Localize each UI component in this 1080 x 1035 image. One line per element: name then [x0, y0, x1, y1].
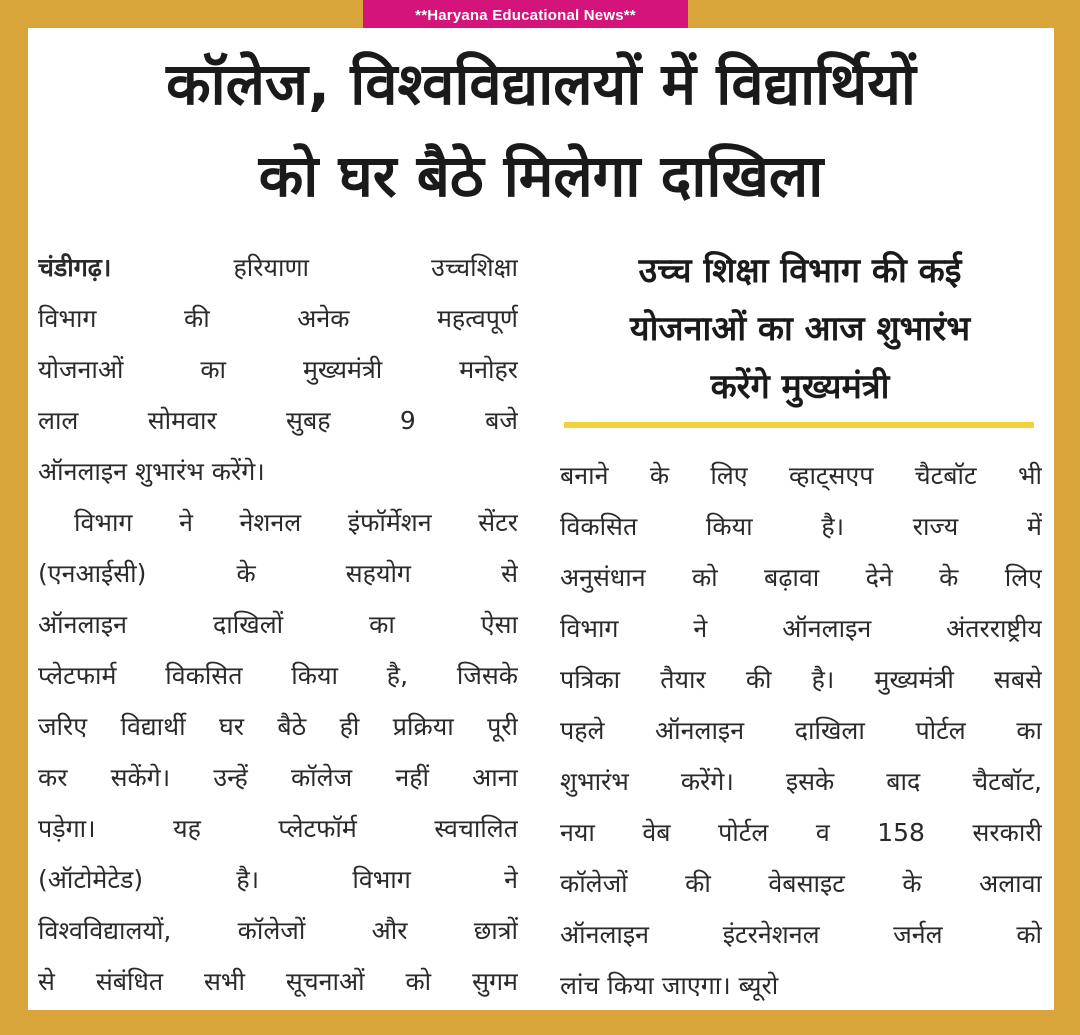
headline [28, 38, 1054, 222]
article-line: बनाने के लिए व्हाट्सएप चैटबॉट भी [560, 461, 1042, 490]
subheadline-line-2: योजनाओं का आज शुभारंभ [629, 309, 971, 349]
article-line: ऑनलाइन दाखिलों का ऐसा [38, 610, 518, 639]
article-line: ऑनलाइन शुभारंभ करेंगे। [38, 457, 265, 486]
article-line: कर सकेंगे। उन्हें कॉलेज नहीं आना [38, 763, 518, 792]
article-line: जरिए विद्यार्थी घर बैठे ही प्रक्रिया पूरी [38, 712, 518, 741]
subheadline-line-1: उच्च शिक्षा विभाग की कई [638, 251, 962, 291]
article-line: विकसित किया है। राज्य में [560, 512, 1042, 541]
article-line: पहले ऑनलाइन दाखिला पोर्टल का [560, 716, 1042, 745]
article-line: कॉलेजों की वेबसाइट के अलावा [560, 869, 1042, 898]
dateline: चंडीगढ़। [38, 253, 112, 282]
article-line: (एनआईसी) के सहयोग से [38, 559, 518, 588]
subheadline-underline [564, 422, 1034, 428]
headline-line-1: कॉलेज, विश्वविद्यालयों में विद्यार्थियों [166, 50, 916, 118]
article-line: चंडीगढ़। हरियाणा उच्चशिक्षा [38, 253, 518, 282]
article-line: विभाग ने नेशनल इंफॉर्मेशन सेंटर [74, 508, 518, 537]
subheadline [560, 242, 1040, 416]
article-line: योजनाओं का मुख्यमंत्री मनोहर [38, 355, 518, 384]
subheadline-line-3: करेंगे मुख्यमंत्री [710, 367, 890, 407]
article-line: अनुसंधान को बढ़ावा देने के लिए [560, 563, 1042, 592]
article-line: से संबंधित सभी सूचनाओं को सुगम [38, 967, 518, 996]
left-column [38, 242, 518, 1007]
article-line: लांच किया जाएगा। ब्यूरो [560, 971, 779, 1000]
article-line: पत्रिका तैयार की है। मुख्यमंत्री सबसे [560, 665, 1042, 694]
source-banner: **Haryana Educational News** [363, 0, 688, 30]
article-line: (ऑटोमेटेड) है। विभाग ने [38, 865, 518, 894]
article-line: ऑनलाइन इंटरनेशनल जर्नल को [560, 920, 1042, 949]
article-line: लाल सोमवार सुबह 9 बजे [38, 406, 518, 435]
headline-line-2: को घर बैठे मिलेगा दाखिला [258, 142, 824, 210]
news-clipping [28, 28, 1054, 1010]
right-column [560, 450, 1042, 1010]
article-line: पड़ेगा। यह प्लेटफॉर्म स्वचालित [38, 814, 518, 843]
article-line: प्लेटफार्म विकसित किया है, जिसके [38, 661, 518, 690]
article-line: विभाग की अनेक महत्वपूर्ण [38, 304, 518, 333]
article-line: विश्वविद्यालयों, कॉलेजों और छात्रों [38, 916, 518, 945]
article-line: विभाग ने ऑनलाइन अंतरराष्ट्रीय [560, 614, 1042, 643]
article-line: शुभारंभ करेंगे। इसके बाद चैटबॉट, [560, 767, 1042, 796]
article-line: नया वेब पोर्टल व 158 सरकारी [560, 818, 1042, 847]
